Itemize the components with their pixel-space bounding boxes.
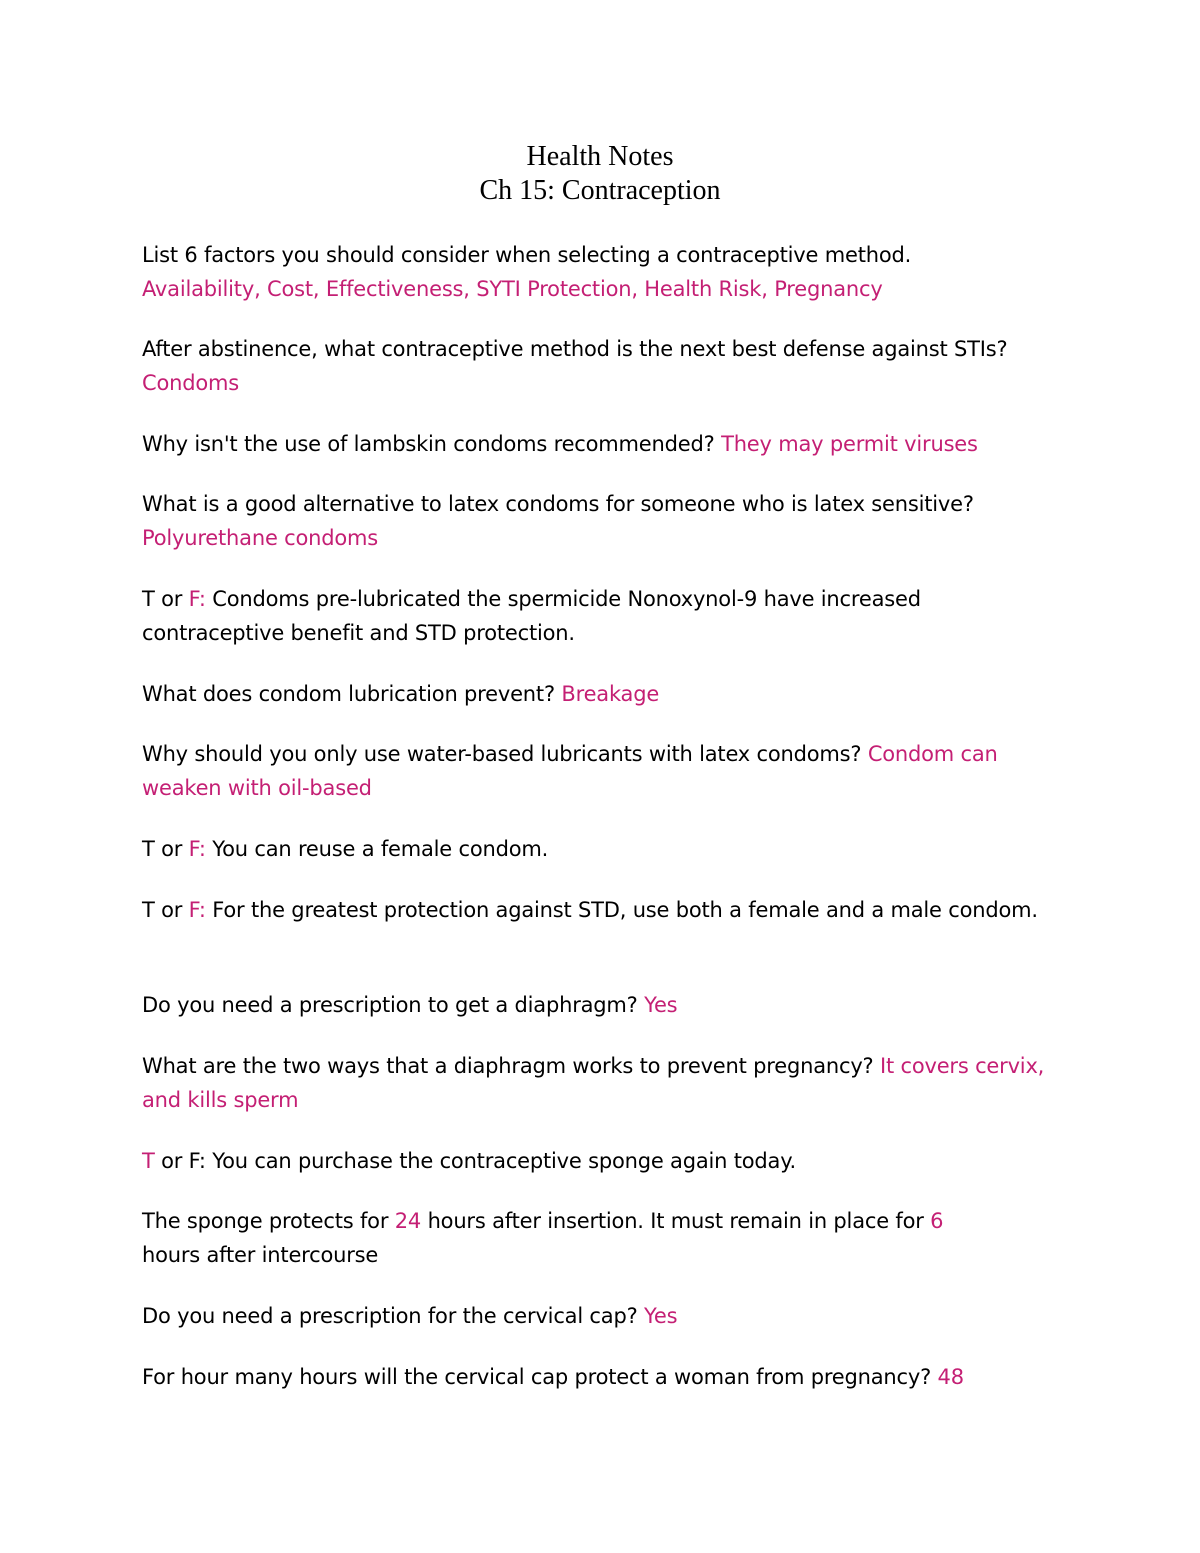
statement-part-2: hours after insertion. It must remain in place for xyxy=(427,1209,924,1233)
true-option-answer: T xyxy=(142,1149,155,1173)
question-12 xyxy=(142,1144,1062,1178)
answer-text: It covers cervix, and kills sperm xyxy=(142,1054,1045,1112)
answer-text: Yes xyxy=(644,1304,678,1328)
question-13 xyxy=(142,1204,1062,1272)
question-text: List 6 factors you should consider when selecting a contraceptive method. xyxy=(142,243,912,267)
question-10 xyxy=(142,988,1062,1022)
question-text: Why isn't the use of lambskin condoms recommended? xyxy=(142,432,715,456)
true-option: T or xyxy=(142,587,183,611)
statement-text: You can reuse a female condom. xyxy=(212,837,549,861)
answer-text: Polyurethane condoms xyxy=(142,526,379,550)
statement-part-3: hours after intercourse xyxy=(142,1243,379,1267)
question-text: Do you need a prescription for the cervical cap? xyxy=(142,1304,638,1328)
question-4 xyxy=(142,487,1062,555)
question-9 xyxy=(142,893,1062,927)
question-5 xyxy=(142,582,1062,650)
false-option-answer: F: xyxy=(188,837,206,861)
document-title xyxy=(0,140,1200,208)
question-14 xyxy=(142,1299,1062,1333)
question-text: Why should you only use water-based lubricants with latex condoms? xyxy=(142,742,862,766)
statement-text: Condoms pre-lubricated the spermicide Nonoxynol-9 have increased contraceptive benefit and STD protection. xyxy=(142,587,921,645)
answer-text: Condom can weaken with oil-based xyxy=(142,742,998,800)
question-7 xyxy=(142,737,1062,805)
question-6 xyxy=(142,677,1062,711)
hours-remain-answer: 6 xyxy=(930,1209,944,1233)
question-text: What are the two ways that a diaphragm works to prevent pregnancy? xyxy=(142,1054,874,1078)
answer-text: 48 xyxy=(937,1365,964,1389)
question-8 xyxy=(142,832,1062,866)
question-15 xyxy=(142,1360,1062,1394)
false-option: or F: xyxy=(161,1149,206,1173)
false-option-answer: F: xyxy=(188,587,206,611)
statement-text: You can purchase the contraceptive sponge again today. xyxy=(212,1149,796,1173)
statement-part-1: The sponge protects for xyxy=(142,1209,389,1233)
question-11 xyxy=(142,1049,1062,1117)
question-text: Do you need a prescription to get a diaphragm? xyxy=(142,993,638,1017)
question-text: What is a good alternative to latex condoms for someone who is latex sensitive? xyxy=(142,492,974,516)
answer-text: Breakage xyxy=(561,682,660,706)
question-text: What does condom lubrication prevent? xyxy=(142,682,555,706)
title-heading: Health Notes xyxy=(526,141,674,172)
answer-text: Yes xyxy=(644,993,678,1017)
true-option: T or xyxy=(142,898,183,922)
question-3 xyxy=(142,427,1062,461)
question-1 xyxy=(142,238,1062,306)
answer-text: They may permit viruses xyxy=(721,432,978,456)
question-2 xyxy=(142,332,1062,400)
true-option: T or xyxy=(142,837,183,861)
hours-protection-answer: 24 xyxy=(394,1209,422,1233)
chapter-subtitle: Ch 15: Contraception xyxy=(479,175,721,206)
question-text: For hour many hours will the cervical cap protect a woman from pregnancy? xyxy=(142,1365,932,1389)
false-option-answer: F: xyxy=(188,898,206,922)
statement-text: For the greatest protection against STD, use both a female and a male condom. xyxy=(212,898,1038,922)
answer-text: Condoms xyxy=(142,371,239,395)
answer-text: Availability, Cost, Effectiveness, SYTI Protection, Health Risk, Pregnancy xyxy=(142,277,883,301)
question-text: After abstinence, what contraceptive method is the next best defense against STIs? xyxy=(142,337,1008,361)
